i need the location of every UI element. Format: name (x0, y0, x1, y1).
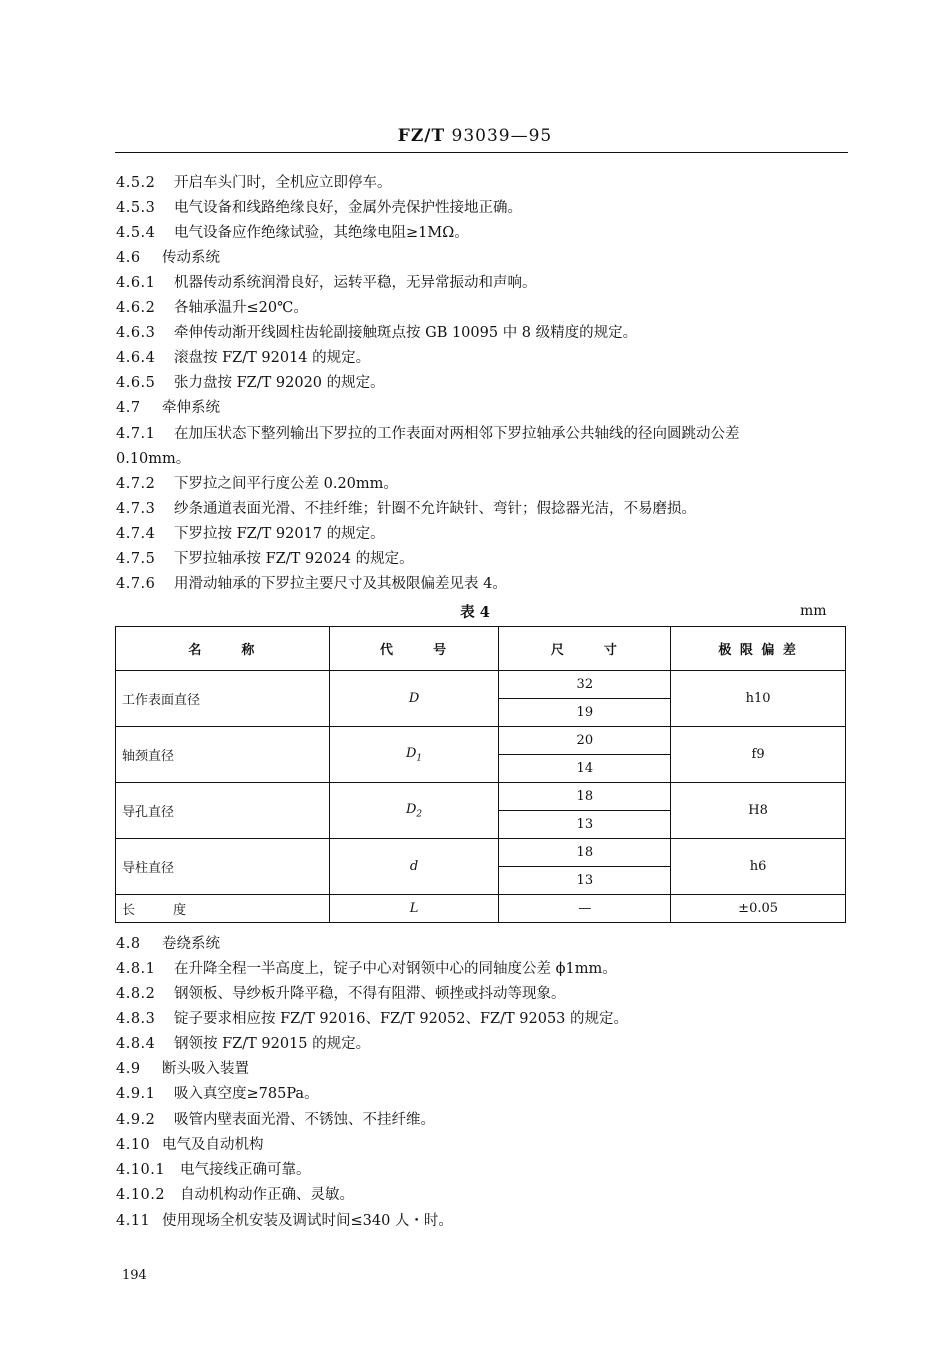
clause-text: 牵伸系统 (162, 400, 220, 416)
clause-line (116, 1160, 856, 1180)
clause-number: 4.6 (116, 250, 141, 266)
row-name: 导柱直径 (116, 839, 330, 895)
row-tolerance: h6 (671, 839, 846, 895)
clause-line (116, 524, 856, 544)
clause-number: 4.7.2 (116, 476, 156, 492)
clause-line (116, 1009, 856, 1029)
clause-text: 下罗拉轴承按 FZ/T 92024 的规定。 (174, 551, 414, 567)
clause-continuation (116, 449, 856, 469)
clause-number: 4.9.1 (116, 1086, 156, 1102)
row-size: 13 (499, 811, 671, 839)
section-heading (116, 248, 856, 268)
row-size: 14 (499, 755, 671, 783)
clause-number: 4.8.4 (116, 1036, 156, 1052)
clause-number: 4.8.2 (116, 986, 156, 1002)
clause-line (116, 474, 856, 494)
clause-number: 4.7.1 (116, 426, 156, 442)
header-size: 尺 寸 (499, 627, 671, 671)
clause-line (116, 298, 856, 318)
clause-text: 锭子要求相应按 FZ/T 92016、FZ/T 92052、FZ/T 92053 的规定。 (174, 1011, 629, 1027)
clause-text: 下罗拉按 FZ/T 92017 的规定。 (174, 526, 385, 542)
table-header-row (116, 627, 846, 671)
row-tolerance: h10 (671, 671, 846, 727)
clause-number: 4.7.3 (116, 501, 156, 517)
header-rule (115, 152, 848, 153)
row-symbol: D (329, 671, 499, 727)
clause-text: 各轴承温升≤20℃。 (174, 300, 308, 316)
clause-text: 电气设备和线路绝缘良好，金属外壳保护性接地正确。 (174, 200, 522, 216)
row-size: 18 (499, 839, 671, 867)
clause-line (116, 323, 856, 343)
row-symbol: L (329, 895, 499, 923)
row-size: 32 (499, 671, 671, 699)
clause-number: 4.7 (116, 400, 141, 416)
clause-number: 4.5.2 (116, 175, 156, 191)
row-name: 工作表面直径 (116, 671, 330, 727)
clause-line (116, 373, 856, 393)
clause-number: 4.11 (116, 1213, 151, 1229)
clause-text: 下罗拉之间平行度公差 0.20mm。 (174, 476, 398, 492)
clause-line (116, 348, 856, 368)
clause-text: 0.10mm。 (116, 451, 191, 467)
clause-number: 4.10 (116, 1137, 151, 1153)
clause-text: 在加压状态下整列输出下罗拉的工作表面对两相邻下罗拉轴承公共轴线的径向圆跳动公差 (174, 426, 740, 442)
clause-line (116, 198, 856, 218)
clause-text: 钢领按 FZ/T 92015 的规定。 (174, 1036, 371, 1052)
clause-text: 牵伸传动渐开线圆柱齿轮副接触斑点按 GB 10095 中 8 级精度的规定。 (174, 325, 638, 341)
clause-line (116, 273, 856, 293)
table-caption: 表 4 (460, 604, 490, 621)
clause-line (116, 1185, 856, 1205)
clause-text: 传动系统 (162, 250, 220, 266)
clause-line (116, 549, 856, 569)
clause-line (116, 173, 856, 193)
clause-text: 机器传动系统润滑良好，运转平稳，无异常振动和声响。 (174, 275, 537, 291)
clause-line (116, 424, 856, 444)
clause-text: 用滑动轴承的下罗拉主要尺寸及其极限偏差见表 4。 (174, 576, 507, 592)
clause-line (116, 1084, 856, 1104)
clause-text: 吸管内壁表面光滑、不锈蚀、不挂纤维。 (174, 1112, 435, 1128)
section-heading (116, 934, 856, 954)
clause-line (116, 984, 856, 1004)
clause-number: 4.10.2 (116, 1187, 166, 1203)
clause-line (116, 1211, 856, 1231)
standard-code-number: 93039—95 (451, 126, 553, 146)
row-tolerance: f9 (671, 727, 846, 783)
row-tolerance: H8 (671, 783, 846, 839)
clause-text: 滚盘按 FZ/T 92014 的规定。 (174, 350, 371, 366)
clause-number: 4.8 (116, 936, 141, 952)
row-size: 19 (499, 699, 671, 727)
header-name: 名 称 (116, 627, 330, 671)
section-heading (116, 1059, 856, 1079)
clause-number: 4.6.4 (116, 350, 156, 366)
dimension-table (115, 626, 846, 923)
table-unit: mm (800, 603, 827, 619)
row-name: 导孔直径 (116, 783, 330, 839)
header-symbol: 代 号 (329, 627, 499, 671)
table-row (116, 783, 846, 811)
table-row (116, 895, 846, 923)
clause-text: 自动机构动作正确、灵敏。 (180, 1187, 354, 1203)
clause-text: 在升降全程一半高度上，锭子中心对钢领中心的同轴度公差 ϕ1mm。 (174, 961, 617, 977)
clause-text: 断头吸入装置 (162, 1061, 249, 1077)
clause-text: 开启车头门时，全机应立即停车。 (174, 175, 392, 191)
clause-number: 4.9.2 (116, 1112, 156, 1128)
clause-line (116, 223, 856, 243)
clause-text: 电气设备应作绝缘试验，其绝缘电阻≥1MΩ。 (174, 225, 469, 241)
clause-text: 钢领板、导纱板升降平稳，不得有阻滞、顿挫或抖动等现象。 (174, 986, 566, 1002)
clause-number: 4.6.5 (116, 375, 156, 391)
clause-text: 纱条通道表面光滑、不挂纤维；针圈不允许缺针、弯针；假捻器光洁，不易磨损。 (174, 501, 696, 517)
clause-line (116, 574, 856, 594)
table-row (116, 727, 846, 755)
clause-text: 电气及自动机构 (162, 1137, 264, 1153)
clause-text: 吸入真空度≥785Pa。 (174, 1086, 319, 1102)
clause-number: 4.6.1 (116, 275, 156, 291)
clause-text: 卷绕系统 (162, 936, 220, 952)
clause-number: 4.7.4 (116, 526, 156, 542)
document-header (0, 126, 950, 146)
row-size: 18 (499, 783, 671, 811)
row-name: 长 度 (116, 895, 330, 923)
clause-number: 4.8.3 (116, 1011, 156, 1027)
table-row (116, 671, 846, 699)
row-size: 13 (499, 867, 671, 895)
row-name: 轴颈直径 (116, 727, 330, 783)
clause-line (116, 1034, 856, 1054)
clause-text: 使用现场全机安装及调试时间≤340 人・时。 (162, 1213, 453, 1229)
page-number: 194 (122, 1268, 147, 1283)
table-row (116, 839, 846, 867)
section-heading (116, 1135, 856, 1155)
clause-line (116, 1110, 856, 1130)
clause-number: 4.5.3 (116, 200, 156, 216)
clause-line (116, 499, 856, 519)
clause-number: 4.6.3 (116, 325, 156, 341)
row-size: — (499, 895, 671, 923)
header-tolerance: 极 限 偏 差 (671, 627, 846, 671)
standard-code-prefix: FZ/T (397, 126, 446, 146)
clause-number: 4.10.1 (116, 1162, 166, 1178)
row-symbol: $D_1$ (329, 727, 499, 783)
clause-number: 4.9 (116, 1061, 141, 1077)
clause-number: 4.8.1 (116, 961, 156, 977)
row-size: 20 (499, 727, 671, 755)
clause-number: 4.5.4 (116, 225, 156, 241)
clause-text: 电气接线正确可靠。 (180, 1162, 311, 1178)
clause-number: 4.7.6 (116, 576, 156, 592)
clause-text: 张力盘按 FZ/T 92020 的规定。 (174, 375, 385, 391)
clause-line (116, 959, 856, 979)
row-symbol: $D_2$ (329, 783, 499, 839)
row-symbol: d (329, 839, 499, 895)
clause-number: 4.7.5 (116, 551, 156, 567)
row-tolerance: ±0.05 (671, 895, 846, 923)
clause-number: 4.6.2 (116, 300, 156, 316)
section-heading (116, 398, 856, 418)
